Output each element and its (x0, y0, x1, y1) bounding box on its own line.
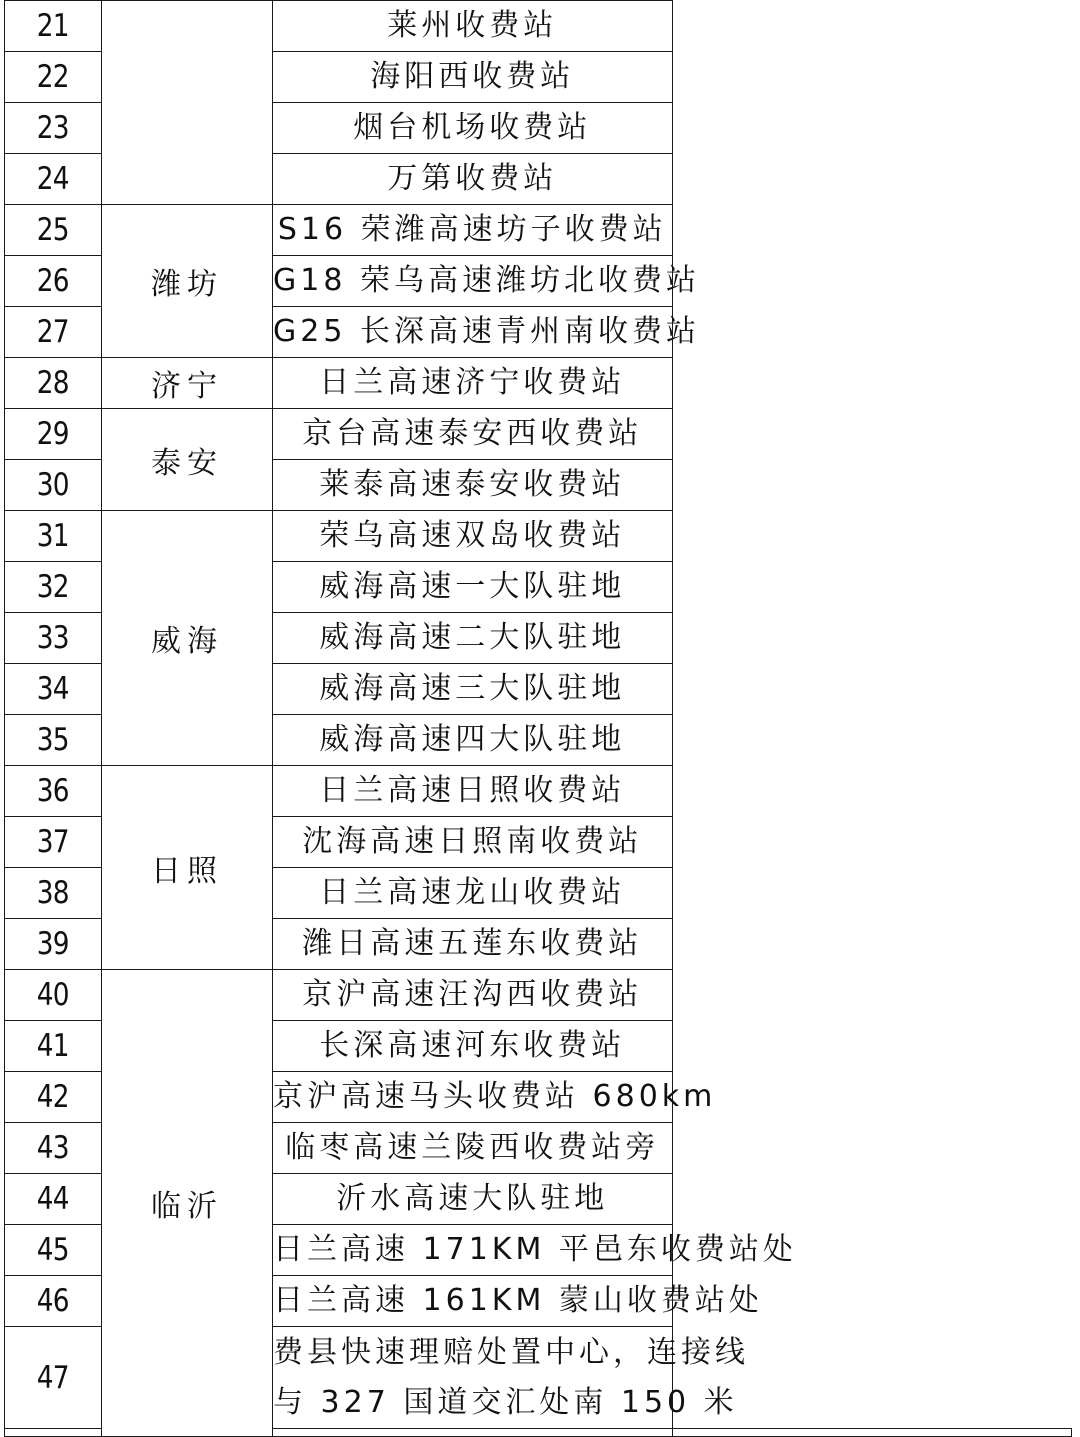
row-number-cell (5, 970, 102, 1021)
location-text: 沂水高速大队驻地 (336, 1181, 609, 1216)
location-text: 威海高速一大队驻地 (319, 569, 626, 604)
location-text: 威海高速二大队驻地 (319, 620, 626, 655)
location-text: 与 327 国道交汇处南 150 米 (273, 1384, 738, 1420)
location-text: 海阳西收费站 (370, 59, 575, 94)
row-number: 34 (37, 671, 69, 707)
row-number-cell (5, 562, 102, 613)
city-name: 济宁 (151, 369, 223, 404)
row-number-cell (5, 766, 102, 817)
row-number-cell (5, 205, 102, 256)
row-number: 39 (37, 926, 69, 962)
row-number: 21 (37, 8, 69, 44)
table-row (5, 409, 1072, 460)
row-number: 25 (37, 212, 69, 248)
location-cell (273, 154, 673, 205)
row-number: 41 (37, 1028, 69, 1064)
row-number-cell (5, 358, 102, 409)
location-text: 日兰高速 171KM 平邑东收费站处 (273, 1232, 797, 1267)
location-text: 临枣高速兰陵西收费站旁 (285, 1130, 660, 1165)
row-number: 27 (37, 314, 69, 350)
row-number: 30 (37, 467, 69, 503)
row-number-cell (5, 1174, 102, 1225)
row-number: 42 (37, 1079, 69, 1115)
location-cell (273, 1, 673, 52)
location-cell (273, 868, 673, 919)
row-number-cell (5, 511, 102, 562)
row-number-cell (5, 817, 102, 868)
location-text: 京台高速泰安西收费站 (302, 416, 643, 451)
row-number: 36 (37, 773, 69, 809)
city-name: 威海 (151, 624, 223, 659)
city-cell (102, 766, 273, 970)
city-name: 泰安 (151, 445, 223, 481)
location-text: 长深高速河东收费站 (319, 1028, 626, 1063)
location-cell (273, 817, 673, 868)
row-number-cell (5, 256, 102, 307)
row-number-cell (5, 1276, 102, 1327)
row-number-cell (5, 154, 102, 205)
location-cell (273, 1225, 797, 1276)
row-number: 24 (37, 161, 69, 197)
row-number-cell (5, 919, 102, 970)
row-number: 23 (37, 110, 69, 146)
row-number-cell (5, 1327, 102, 1429)
location-cell (273, 919, 673, 970)
city-name: 临沂 (151, 1189, 223, 1224)
city-cell (102, 1, 273, 205)
row-number-cell (5, 868, 102, 919)
city-cell (102, 205, 273, 358)
partial-cell (672, 1429, 1072, 1437)
city-cell (102, 511, 273, 766)
table-body (5, 1, 1072, 1437)
row-number: 32 (37, 569, 69, 605)
city-cell (102, 358, 273, 409)
table-row (5, 358, 1072, 409)
row-number-cell (5, 1021, 102, 1072)
row-number: 38 (37, 875, 69, 911)
location-cell (273, 715, 673, 766)
location-cell (273, 766, 673, 817)
location-text: 威海高速三大队驻地 (319, 671, 626, 706)
location-text: 京沪高速马头收费站 680km (273, 1079, 717, 1114)
location-cell (273, 1021, 673, 1072)
location-text: 日兰高速济宁收费站 (319, 365, 626, 400)
location-cell (273, 613, 673, 664)
location-cell (273, 562, 673, 613)
location-cell (273, 664, 673, 715)
row-number: 46 (37, 1283, 69, 1319)
location-text: 莱州收费站 (387, 8, 558, 43)
city-cell (102, 409, 273, 511)
location-text: 潍日高速五莲东收费站 (302, 926, 643, 961)
table-row (5, 205, 1072, 256)
row-number: 29 (37, 416, 69, 452)
location-text: 费县快速理赔处置中心，连接线 (273, 1334, 749, 1370)
row-number-cell (5, 460, 102, 511)
row-number-cell (5, 307, 102, 358)
location-cell (273, 1072, 717, 1123)
row-number: 45 (37, 1232, 69, 1268)
row-number-cell (5, 52, 102, 103)
row-number-cell (5, 1, 102, 52)
row-number-cell (5, 1225, 102, 1276)
row-number-cell (5, 613, 102, 664)
row-number-cell (5, 103, 102, 154)
location-cell (273, 1327, 749, 1429)
location-cell (273, 511, 673, 562)
location-text: 日兰高速 161KM 蒙山收费站处 (273, 1283, 763, 1318)
table-row (5, 970, 1072, 1021)
row-number: 33 (37, 620, 69, 656)
location-text: 威海高速四大队驻地 (319, 722, 626, 757)
location-cell (273, 358, 673, 409)
table-row (5, 1, 1072, 52)
location-cell (273, 460, 673, 511)
location-cell (273, 1276, 763, 1327)
table-row (5, 766, 1072, 817)
location-cell (273, 1123, 673, 1174)
location-cell (273, 103, 673, 154)
row-number: 40 (37, 977, 69, 1013)
city-name: 潍坊 (151, 267, 223, 302)
row-number-cell (5, 715, 102, 766)
location-cell (273, 1174, 673, 1225)
location-text: 京沪高速汪沟西收费站 (302, 977, 643, 1012)
location-text: 烟台机场收费站 (353, 110, 592, 145)
city-name: 日照 (151, 853, 223, 889)
row-number: 43 (37, 1130, 69, 1166)
location-text: 万第收费站 (387, 161, 558, 196)
location-cell (273, 52, 673, 103)
row-number: 35 (37, 722, 69, 758)
row-number: 47 (37, 1359, 69, 1396)
location-cell (273, 307, 700, 358)
row-number: 44 (37, 1181, 69, 1217)
table-row (5, 511, 1072, 562)
row-number: 37 (37, 824, 69, 860)
row-number-cell (5, 664, 102, 715)
row-number-cell (5, 1123, 102, 1174)
location-cell (273, 205, 673, 256)
toll-station-table (4, 0, 1072, 1437)
location-text: 日兰高速日照收费站 (319, 773, 626, 808)
row-number: 31 (37, 518, 69, 554)
location-cell (273, 970, 673, 1021)
location-text: S16 荣潍高速坊子收费站 (277, 212, 667, 247)
location-text: G18 荣乌高速潍坊北收费站 (273, 263, 700, 298)
location-text: 日兰高速龙山收费站 (319, 875, 626, 910)
row-number: 28 (37, 365, 69, 401)
row-number: 22 (37, 59, 69, 95)
row-number-cell (5, 409, 102, 460)
partial-cell (273, 1429, 673, 1437)
row-number: 26 (37, 263, 69, 299)
location-text: 沈海高速日照南收费站 (302, 824, 643, 859)
city-cell (102, 970, 273, 1437)
location-text: G25 长深高速青州南收费站 (273, 314, 700, 349)
location-text: 荣乌高速双岛收费站 (319, 518, 626, 553)
location-cell (273, 409, 673, 460)
location-cell (273, 256, 700, 307)
location-text: 莱泰高速泰安收费站 (319, 467, 626, 502)
partial-cell (5, 1429, 102, 1437)
row-number-cell (5, 1072, 102, 1123)
